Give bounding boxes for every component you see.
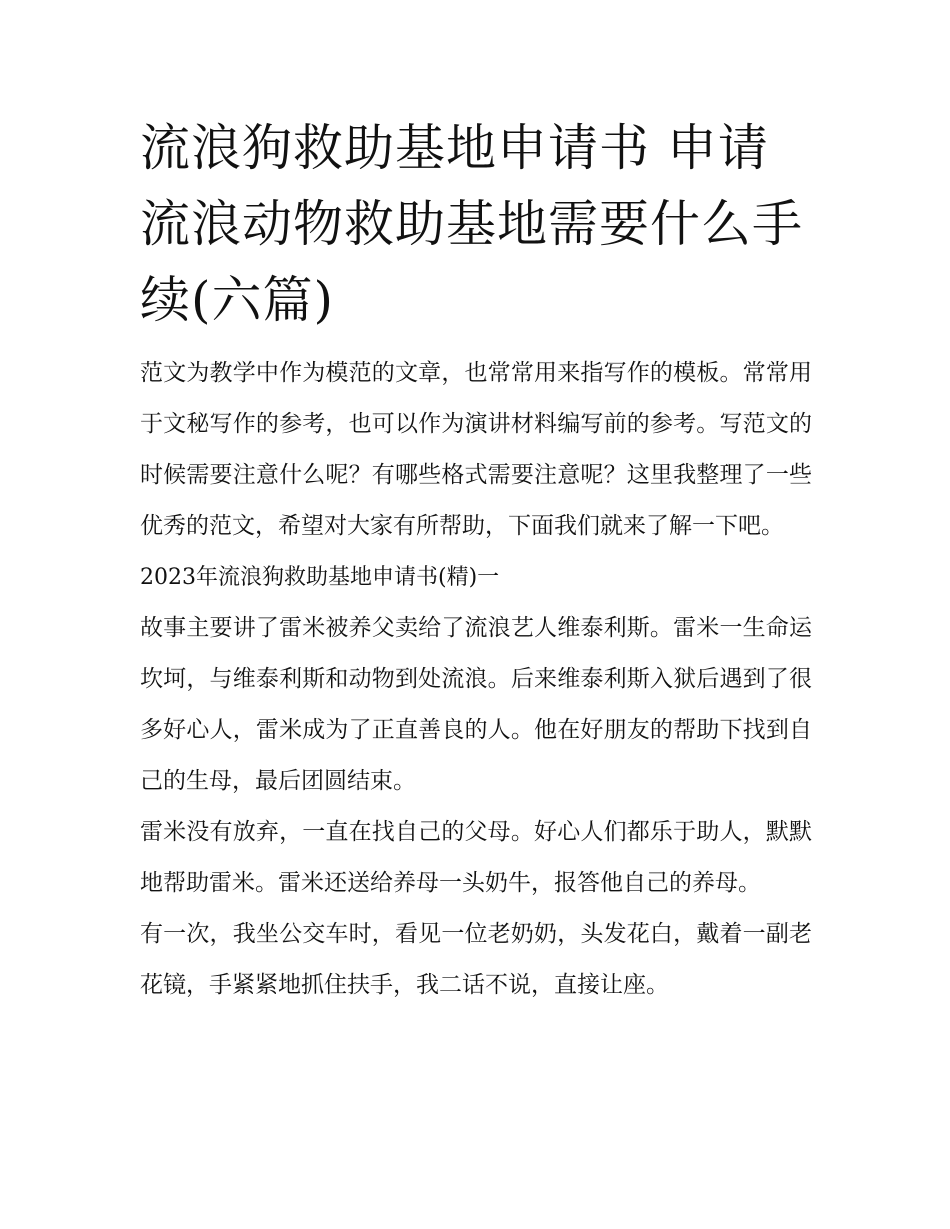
document-page [140,110,812,1011]
intro-paragraph: 范文为教学中作为模范的文章，也常常用来指写作的模板。常常用于文秘写作的参考，也可以作为演讲材料编写前的参考。写范文的时候需要注意什么呢？有哪些格式需要注意呢？这里我整理了一些优秀的范文，希望对大家有所帮助，下面我们就来了解一下吧。 [140,360,812,539]
story-paragraph-3: 有一次，我坐公交车时，看见一位老奶奶，头发花白，戴着一副老花镜，手紧紧地抓住扶手，我二话不说，直接让座。 [140,921,812,998]
document-title: 流浪狗救助基地申请书 申请流浪动物救助基地需要什么手续(六篇) [140,119,803,329]
story-paragraph: 故事主要讲了雷米被养父卖给了流浪艺人维泰利斯。雷米一生命运坎坷，与维泰利斯和动物到处流浪。后来维泰利斯入狱后遇到了很多好心人，雷米成为了正直善良的人。他在好朋友的帮助下找到自己的生母，最后团圆结束。 [140,615,812,794]
section-heading: 2023年流浪狗救助基地申请书(精)一 [140,565,500,590]
document-body [140,348,812,1011]
story-paragraph-2: 雷米没有放弃，一直在找自己的父母。好心人们都乐于助人，默默地帮助雷米。雷米还送给养母一头奶牛，报答他自己的养母。 [140,819,812,896]
